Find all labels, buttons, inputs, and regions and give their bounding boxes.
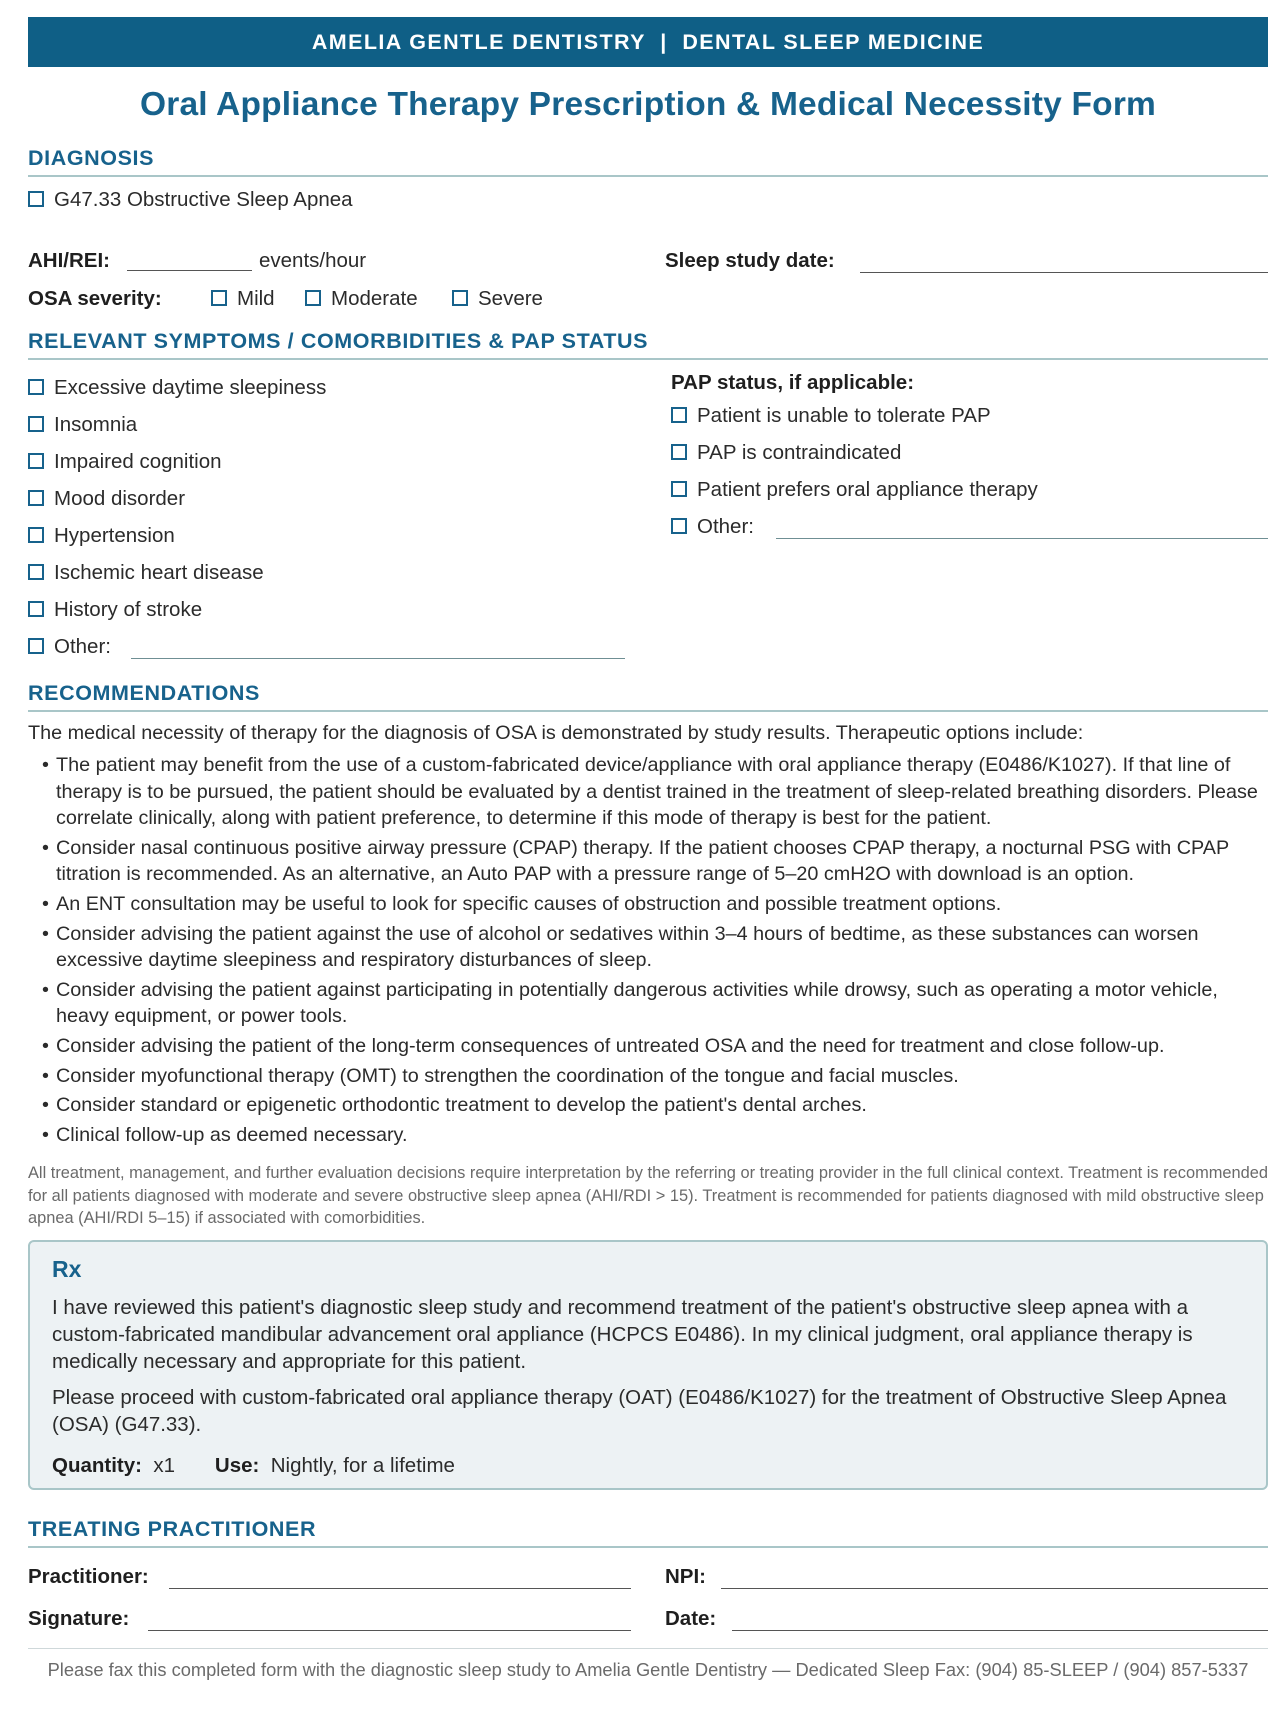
checkbox[interactable] <box>28 638 44 654</box>
recommendation-item: • Consider advising the patient against the use of alcohol or sedatives within 3–4 hours of bedtime, as these substances can worsen excessive daytime sleepiness and respiratory disturbances of sleep. <box>28 921 1270 974</box>
footer-divider <box>28 1648 1268 1649</box>
checkbox[interactable] <box>28 601 44 617</box>
checkbox[interactable] <box>211 290 227 306</box>
recommendation-item: • Consider nasal continuous positive airway pressure (CPAP) therapy. If the patient chooses CPAP therapy, a nocturnal PSG with CPAP titration is recommended. As an alternative, an Auto PAP with a pressure range of 5–20 cmH2O with download is an option. <box>28 835 1270 888</box>
checkbox[interactable] <box>671 407 687 423</box>
pap-option-label: PAP is contraindicated <box>697 441 902 464</box>
checkbox[interactable] <box>28 527 44 543</box>
use-label: Use: <box>214 1454 260 1477</box>
symptom-option[interactable] <box>28 598 202 622</box>
diagnosis-option-g4733[interactable] <box>28 188 353 212</box>
symptom-label: Other: <box>54 635 111 658</box>
use-value: Nightly, for a lifetime <box>270 1454 455 1477</box>
section-heading-recommendations: RECOMMENDATIONS <box>28 681 1268 712</box>
symptom-label: History of stroke <box>54 598 203 621</box>
rx-box <box>28 1240 1268 1490</box>
pap-option[interactable] <box>671 441 901 465</box>
rx-title: Rx <box>52 1256 82 1282</box>
symptom-option[interactable] <box>28 376 326 400</box>
checkbox[interactable] <box>671 518 687 534</box>
practitioner-label: Practitioner: <box>28 1565 149 1588</box>
checkbox[interactable] <box>452 290 468 306</box>
pap-status-label: PAP status, if applicable: <box>671 371 915 394</box>
checkbox[interactable] <box>28 379 44 395</box>
symptom-option-other[interactable] <box>28 635 111 659</box>
pap-option-other[interactable] <box>671 515 754 539</box>
recommendation-item: • Consider advising the patient against participating in potentially dangerous activities while drowsy, such as operating a motor vehicle, heavy equipment, or power tools. <box>28 977 1270 1030</box>
pap-option-label: Patient is unable to tolerate PAP <box>697 404 991 427</box>
symptom-label: Ischemic heart disease <box>54 561 264 584</box>
recommendations-intro: The medical necessity of therapy for the diagnosis of OSA is demonstrated by study results. Therapeutic options include: <box>28 722 1084 744</box>
npi-field[interactable] <box>721 1588 1268 1589</box>
severity-option-label: Moderate <box>331 287 418 310</box>
recommendation-item: • The patient may benefit from the use of a custom-fabricated device/appliance with oral appliance therapy (E0486/K1027). If that line of therapy is to be pursued, the patient should be evaluated by a dentist trained in the treatment of sleep-related breathing disorders. Please correlate clinically, along with patient preference, to determine if this mode of therapy is best for the patient. <box>28 752 1270 832</box>
section-heading-practitioner: TREATING PRACTITIONER <box>28 1517 1268 1548</box>
signature-field[interactable] <box>148 1630 631 1631</box>
pap-option-label: Patient prefers oral appliance therapy <box>697 478 1038 501</box>
severity-option-label: Mild <box>237 287 275 310</box>
recommendation-item: • An ENT consultation may be useful to look for specific causes of obstruction and possible treatment options. <box>28 891 1270 918</box>
section-heading-diagnosis: DIAGNOSIS <box>28 146 1268 177</box>
recommendation-item: • Consider myofunctional therapy (OMT) to strengthen the coordination of the tongue and facial muscles. <box>28 1063 1270 1090</box>
ahi-unit: events/hour <box>259 249 367 272</box>
symptom-option[interactable] <box>28 524 175 548</box>
npi-label: NPI: <box>665 1565 706 1588</box>
date-field[interactable] <box>732 1630 1268 1631</box>
symptom-label: Hypertension <box>54 524 175 547</box>
symptom-other-field[interactable] <box>131 658 625 659</box>
ahi-label: AHI/REI: <box>28 249 110 272</box>
symptom-label: Mood disorder <box>54 487 186 510</box>
form-title: Oral Appliance Therapy Prescription & Medical Necessity Form <box>139 86 1157 123</box>
recommendation-item: • Clinical follow-up as deemed necessary. <box>28 1122 1270 1149</box>
checkbox[interactable] <box>28 453 44 469</box>
rx-paragraph-review: I have reviewed this patient's diagnostic sleep study and recommend treatment of the patient's obstructive sleep apnea with a custom-fabricated mandibular advancement oral appliance (HCPCS E0486). In my clinical judgment, oral appliance therapy is medically necessary and appropriate for this patient. <box>52 1296 1193 1373</box>
checkbox[interactable] <box>28 191 44 207</box>
quantity-label: Quantity: <box>52 1454 142 1477</box>
pap-option[interactable] <box>671 404 991 428</box>
symptom-option[interactable] <box>28 487 185 511</box>
severity-option-label: Severe <box>478 287 543 310</box>
symptom-label: Impaired cognition <box>54 450 222 473</box>
osa-severity-label: OSA severity: <box>28 287 162 310</box>
severity-option-mild[interactable] <box>211 287 275 311</box>
recommendation-item: • Consider advising the patient of the long-term consequences of untreated OSA and the need for treatment and close follow-up. <box>28 1033 1270 1060</box>
signature-label: Signature: <box>28 1607 130 1630</box>
severity-option-severe[interactable] <box>452 287 543 311</box>
section-heading-symptoms: RELEVANT SYMPTOMS / COMORBIDITIES & PAP STATUS <box>28 329 1268 360</box>
quantity-value: x1 <box>153 1454 176 1477</box>
fax-instructions: Please fax this completed form with the diagnostic sleep study to Amelia Gentle Dentistry — Dedicated Sleep Fax: (904) 85-SLEEP / (904) 857-5337 <box>47 1659 1249 1680</box>
pap-option-label: Other: <box>697 515 754 538</box>
checkbox[interactable] <box>671 481 687 497</box>
sleep-study-date-label: Sleep study date: <box>665 249 835 272</box>
date-label: Date: <box>665 1607 717 1630</box>
pap-option[interactable] <box>671 478 1038 502</box>
symptom-label: Excessive daytime sleepiness <box>54 376 327 399</box>
diagnosis-option-label: G47.33 Obstructive Sleep Apnea <box>54 188 353 211</box>
rx-quantity-use <box>52 1454 455 1478</box>
checkbox[interactable] <box>28 564 44 580</box>
ahi-field[interactable] <box>127 270 252 271</box>
severity-option-moderate[interactable] <box>305 287 418 311</box>
sleep-study-date-field[interactable] <box>860 272 1268 273</box>
symptom-option[interactable] <box>28 561 264 585</box>
recommendations-list <box>28 752 1270 1152</box>
recommendation-item: • Consider standard or epigenetic orthodontic treatment to develop the patient's dental arches. <box>28 1092 1270 1119</box>
checkbox[interactable] <box>28 416 44 432</box>
checkbox[interactable] <box>305 290 321 306</box>
clinic-banner: AMELIA GENTLE DENTISTRY | DENTAL SLEEP MEDICINE <box>28 17 1268 67</box>
rx-paragraph-proceed: Please proceed with custom-fabricated oral appliance therapy (OAT) (E0486/K1027) for the treatment of Obstructive Sleep Apnea (OSA) (G47.33). <box>52 1386 1227 1436</box>
symptom-option[interactable] <box>28 450 222 474</box>
practitioner-field[interactable] <box>169 1588 631 1589</box>
pap-other-field[interactable] <box>776 538 1268 539</box>
treatment-disclaimer: All treatment, management, and further evaluation decisions require interpretation by the referring or treating provider in the full clinical context. Treatment is recommended for all patients diagnosed with moderate and severe obstructive sleep apnea (AHI/RDI > 15). Treatment is recommended for patients diagnosed with mild obstructive sleep apnea (AHI/RDI 5–15) if associated with comorbidities. <box>28 1164 1268 1227</box>
checkbox[interactable] <box>671 444 687 460</box>
checkbox[interactable] <box>28 490 44 506</box>
symptom-option[interactable] <box>28 413 137 437</box>
symptom-label: Insomnia <box>54 413 138 436</box>
